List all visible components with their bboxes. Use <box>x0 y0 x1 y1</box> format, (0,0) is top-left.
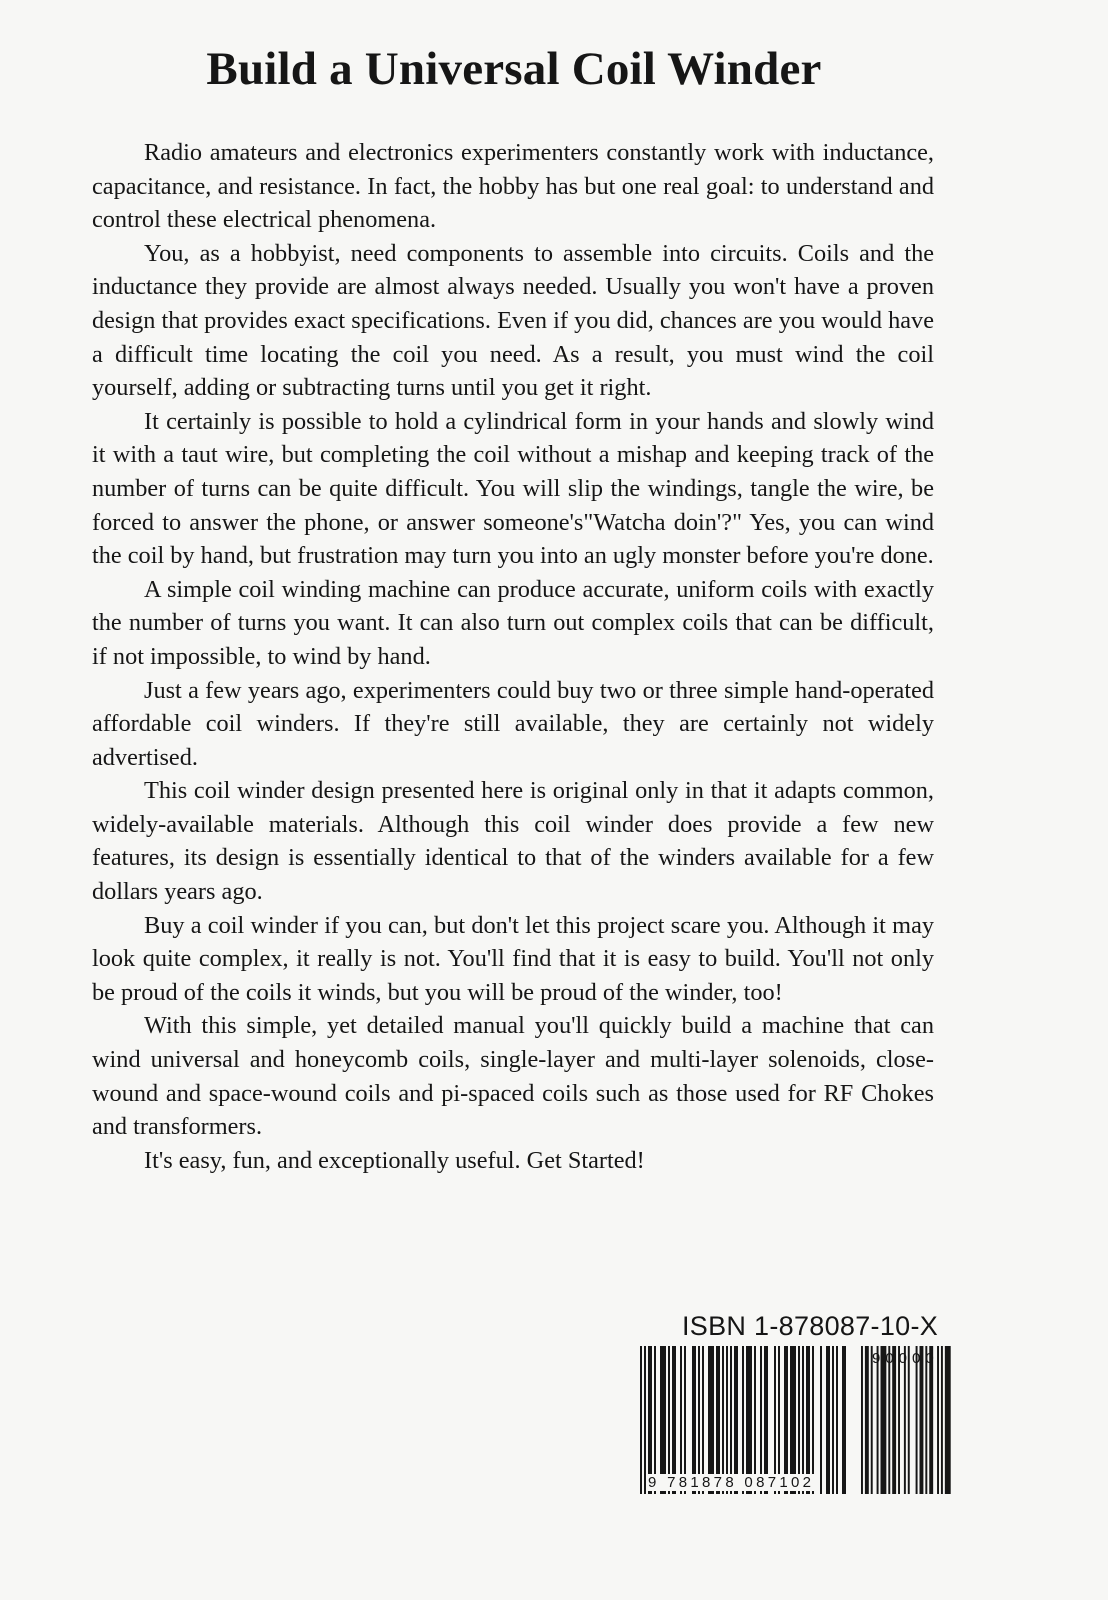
barcode-bar <box>760 1346 762 1494</box>
body-text <box>92 136 934 1177</box>
isbn-label: ISBN 1-878087-10-X <box>682 1311 939 1341</box>
barcode-bar <box>764 1346 768 1494</box>
addon-barcode-bars <box>861 1346 953 1494</box>
barcode-bar <box>871 1346 873 1494</box>
barcode-bar <box>680 1346 682 1494</box>
barcode-bar <box>861 1346 863 1494</box>
barcode-bar <box>640 1346 642 1494</box>
barcode-bar <box>692 1346 696 1494</box>
barcode-bar <box>654 1346 656 1494</box>
paragraph: This coil winder design presented here is original only in that it adapts common, widely-available materials. Although this coil winder does provide a few new features, its design is essentially identical to that of the winders available for a few dollars years ago. <box>92 777 934 906</box>
paragraph: It certainly is possible to hold a cylindrical form in your hands and slowly wind it with a taut wire, but completing the coil without a mishap and keeping track of the number of turns can be quite difficult. You will slip the windings, tangle the wire, be forced to answer the phone, or answer someone's"Watcha doin'?" Yes, you can wind the coil by hand, but frustration may turn you into an ugly monster before you're done. <box>92 407 934 570</box>
barcode-bar <box>730 1346 732 1494</box>
barcode-bar <box>806 1346 810 1494</box>
barcode-bar <box>904 1346 906 1494</box>
barcode-bar <box>672 1346 676 1494</box>
barcode-bar <box>836 1346 838 1494</box>
barcode-bar <box>746 1346 752 1494</box>
barcode-bar <box>908 1346 910 1494</box>
paragraph: A simple coil winding machine can produce accurate, uniform coils with exactly the number of turns you want. It can also turn out complex coils that can be difficult, if not impossible, to wind by hand. <box>92 575 934 670</box>
barcode-bar <box>684 1346 686 1494</box>
barcode-bar <box>702 1346 704 1494</box>
barcode-bar <box>774 1346 776 1494</box>
barcode-bar <box>778 1346 780 1494</box>
paragraph: Radio amateurs and electronics experimenters constantly work with inductance, capacitance, and resistance. In fact, the hobby has but one real goal: to understand and control these electrical phenomena. <box>92 139 934 234</box>
paragraph: You, as a hobbyist, need components to assemble into circuits. Coils and the inductance they provide are almost always needed. Usually you won't have a proven design that provides exact specifications. Even if you did, chances are you would have a difficult time locating the coil you need. As a result, you must wind the coil yourself, adding or subtracting turns until you get it right. <box>92 239 934 402</box>
barcode-bar <box>937 1346 939 1494</box>
barcode-bar <box>929 1346 933 1494</box>
barcode-bar <box>798 1346 800 1494</box>
page-title: Build a Universal Coil Winder <box>206 43 822 95</box>
barcode-bar <box>722 1346 724 1494</box>
barcode-bar <box>832 1346 834 1494</box>
barcode-bar <box>842 1346 846 1494</box>
barcode-bar <box>742 1346 744 1494</box>
barcode-bar <box>790 1346 796 1494</box>
barcode-bar <box>648 1346 652 1494</box>
paragraph: Buy a coil winder if you can, but don't let this project scare you. Although it may look quite complex, it really is not. You'll find that it is easy to build. You'll not only be proud of the coils it winds, but you will be proud of the winder, too! <box>92 911 934 1006</box>
barcode-bar <box>826 1346 830 1494</box>
addon-digits: 90000 <box>872 1350 939 1367</box>
barcode-bar <box>820 1346 822 1494</box>
barcode-bar <box>726 1346 728 1494</box>
barcode-bar <box>865 1346 869 1494</box>
barcode-bar <box>668 1346 670 1494</box>
barcode-bar <box>708 1346 714 1494</box>
paragraph: With this simple, yet detailed manual you'll quickly build a machine that can wind universal and honeycomb coils, single-layer and multi-layer solenoids, close-wound and space-wound coils and pi-spaced coils such as those used for RF Chokes and transformers. <box>92 1012 934 1141</box>
barcode-bar <box>716 1346 720 1494</box>
barcode-bar <box>888 1346 890 1494</box>
barcode-bar <box>802 1346 804 1494</box>
barcode-bar <box>892 1346 896 1494</box>
paragraph: It's easy, fun, and exceptionally useful. Get Started! <box>144 1146 645 1174</box>
barcode-bar <box>734 1346 738 1494</box>
ean-barcode <box>640 1346 846 1494</box>
barcode-bar <box>660 1346 666 1494</box>
barcode-bar <box>784 1346 788 1494</box>
barcode-bar <box>698 1346 700 1494</box>
barcode-bar <box>916 1346 918 1494</box>
barcode-bar <box>925 1346 927 1494</box>
barcode-bar <box>644 1346 646 1494</box>
barcode-bar <box>877 1346 879 1494</box>
barcode-bar <box>754 1346 756 1494</box>
barcode-bar <box>945 1346 951 1494</box>
barcode-bar <box>941 1346 943 1494</box>
barcode-bar <box>898 1346 900 1494</box>
barcode-bar <box>920 1346 924 1494</box>
ean-digits: 9 781878 087102 <box>648 1474 815 1491</box>
barcode-bar <box>812 1346 814 1494</box>
paragraph: Just a few years ago, experimenters could buy two or three simple hand-operated affordable coil winders. If they're still available, they are certainly not widely advertised. <box>92 676 934 771</box>
addon-barcode <box>861 1346 953 1494</box>
ean-barcode-bars <box>640 1346 846 1494</box>
barcode-bar <box>881 1346 887 1494</box>
